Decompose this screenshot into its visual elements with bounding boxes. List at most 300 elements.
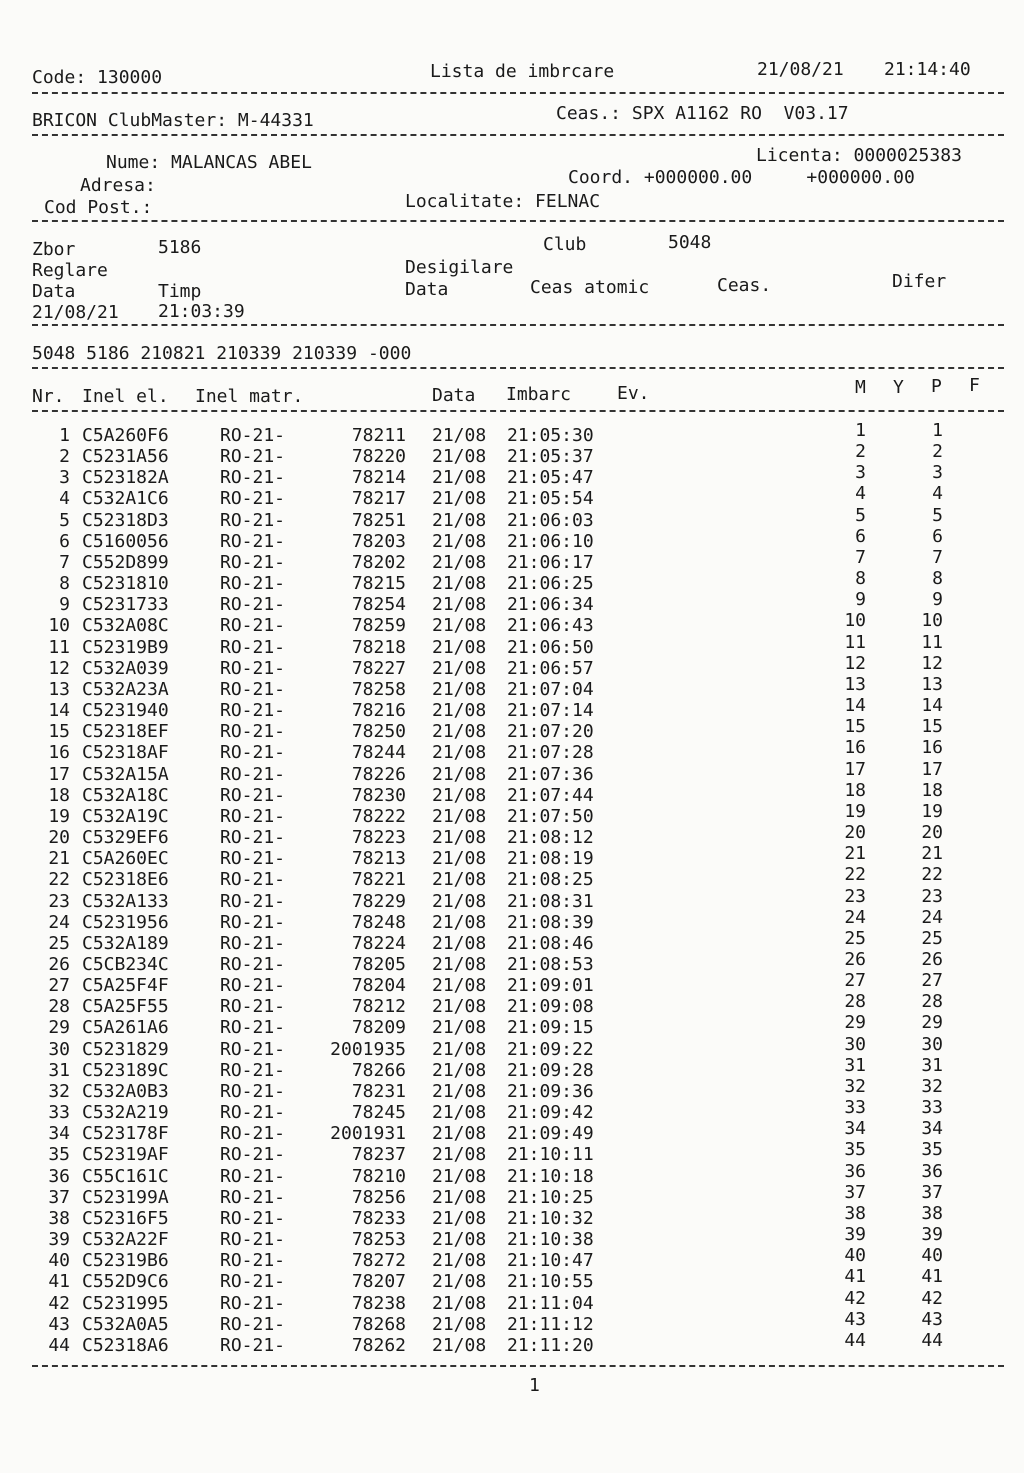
row-number: 25 (48, 932, 70, 954)
ring-prefix: RO-21- (220, 1123, 286, 1145)
row-date: 21/08 (432, 1059, 487, 1081)
locality: Localitate: FELNAC (405, 191, 601, 212)
electronic-ring: C532A08C (82, 615, 169, 637)
electronic-ring: C5A260F6 (82, 425, 169, 446)
row-time: 21:08:53 (507, 954, 594, 975)
club-number: 5048 (668, 232, 712, 253)
row-time: 21:09:01 (507, 975, 594, 997)
table-row (0, 1308, 1024, 1336)
electronic-ring: C523189C (82, 1059, 169, 1081)
electronic-ring: C55C161C (82, 1165, 169, 1187)
ring-number: 78217 (351, 488, 406, 510)
row-date: 21/08 (432, 1271, 487, 1293)
ring-prefix: RO-21- (220, 827, 286, 849)
ring-prefix: RO-21- (220, 573, 286, 595)
col-p-value: 35 (921, 1139, 943, 1161)
ring-number: 78221 (351, 869, 406, 891)
col-p-value: 9 (932, 589, 943, 611)
row-time: 21:11:20 (507, 1334, 594, 1356)
electronic-ring: C52319B9 (82, 636, 169, 658)
electronic-ring: C5160056 (82, 530, 169, 552)
owner-name: Nume: MALANCAS ABEL (106, 152, 312, 173)
row-number: 31 (48, 1059, 70, 1081)
row-date: 21/08 (432, 1250, 487, 1272)
col-m-value: 20 (844, 822, 866, 844)
ring-number: 78210 (351, 1165, 406, 1187)
ring-prefix: RO-21- (220, 890, 286, 912)
electronic-ring: C52318AF (82, 742, 169, 764)
electronic-ring: C52318D3 (82, 509, 169, 531)
row-time: 21:08:12 (507, 827, 594, 849)
col-p-value: 44 (921, 1329, 943, 1351)
row-date: 21/08 (432, 467, 487, 489)
electronic-ring: C532A189 (82, 932, 169, 954)
ring-number: 78268 (351, 1313, 406, 1335)
table-row (0, 737, 1024, 764)
row-time: 21:08:25 (507, 869, 594, 891)
electronic-ring: C52316F5 (82, 1207, 169, 1229)
col-m-value: 25 (844, 927, 866, 949)
row-number: 20 (48, 827, 70, 849)
table-row (0, 822, 1024, 849)
col-p-value: 2 (932, 441, 943, 463)
row-time: 21:08:39 (507, 911, 594, 933)
col-m-value: 24 (844, 906, 866, 928)
row-date: 21/08 (432, 1080, 487, 1102)
ring-prefix: RO-21- (220, 869, 286, 891)
col-p-value: 4 (932, 483, 943, 505)
electronic-ring: C523182A (82, 467, 169, 489)
col-p-value: 24 (921, 906, 943, 928)
ring-prefix: RO-21- (220, 1271, 286, 1293)
row-date: 21/08 (432, 615, 487, 637)
ring-number: 78204 (351, 975, 406, 997)
col-p-value: 40 (921, 1245, 943, 1267)
row-time: 21:09:36 (507, 1080, 594, 1102)
row-number: 24 (48, 911, 70, 933)
col-p-value: 30 (921, 1033, 943, 1055)
ring-number: 78254 (351, 594, 406, 616)
col-header-ring-matr: Inel matr. (195, 386, 304, 407)
row-time: 21:10:11 (507, 1144, 594, 1166)
row-time: 21:08:46 (507, 932, 594, 954)
table-row (0, 504, 1024, 532)
row-number: 37 (48, 1186, 70, 1208)
col-p-value: 12 (921, 652, 943, 674)
table-row (0, 420, 1024, 447)
row-number: 29 (48, 1017, 70, 1039)
row-time: 21:07:28 (507, 742, 594, 764)
ring-number: 78202 (351, 551, 406, 573)
col-m-value: 6 (855, 525, 866, 547)
electronic-ring: C532A15A (82, 763, 169, 785)
address-label: Adresa: (80, 175, 156, 196)
table-row (0, 695, 1024, 722)
col-p-value: 22 (921, 864, 943, 886)
col-m-value: 17 (844, 758, 866, 780)
col-p-value: 43 (921, 1308, 943, 1330)
table-row (0, 927, 1024, 955)
table-row (0, 1097, 1024, 1124)
col-p-value: 7 (932, 546, 943, 568)
table-row (0, 1160, 1024, 1188)
col-p-value: 6 (932, 525, 943, 547)
ring-number: 78215 (351, 573, 406, 595)
col-header-m: M (855, 377, 866, 398)
ring-number: 78233 (351, 1207, 406, 1229)
col-m-value: 30 (844, 1033, 866, 1055)
col-m-value: 12 (844, 652, 866, 674)
col-m-value: 4 (855, 483, 866, 505)
row-number: 6 (59, 530, 70, 552)
ring-prefix: RO-21- (220, 530, 286, 552)
ring-number: 78212 (351, 996, 406, 1018)
row-number: 33 (48, 1102, 70, 1124)
table-row (0, 525, 1024, 553)
col-p-value: 33 (921, 1097, 943, 1119)
table-row (0, 673, 1024, 701)
row-time: 21:07:14 (507, 700, 594, 722)
ring-number: 78251 (351, 509, 406, 531)
electronic-ring: C532A22F (82, 1229, 169, 1251)
electronic-ring: C5A261A6 (82, 1017, 169, 1039)
ring-prefix: RO-21- (220, 1038, 286, 1060)
col-header-ev: Ev. (617, 383, 650, 404)
time-label: Timp (158, 281, 202, 302)
electronic-ring: C532A133 (82, 890, 169, 912)
electronic-ring: C5231940 (82, 700, 169, 722)
electronic-ring: C5A25F55 (82, 996, 169, 1018)
unseal-date-label: Data (405, 279, 449, 300)
set-time-value: 21:03:39 (158, 301, 245, 322)
row-date: 21/08 (432, 996, 487, 1018)
electronic-ring: C52318E6 (82, 869, 169, 891)
row-number: 8 (59, 573, 70, 595)
table-row (0, 1075, 1024, 1103)
row-number: 19 (48, 805, 70, 827)
table-row (0, 800, 1024, 828)
row-time: 21:09:15 (507, 1017, 594, 1039)
ring-number: 78248 (351, 911, 406, 933)
ring-prefix: RO-21- (220, 1334, 286, 1356)
col-m-value: 40 (844, 1245, 866, 1267)
code-label: Code: 130000 (32, 67, 163, 88)
ring-number: 78216 (351, 700, 406, 722)
separator-line (32, 367, 1004, 369)
row-number: 9 (59, 594, 70, 616)
col-m-value: 11 (844, 631, 866, 653)
row-time: 21:06:25 (507, 573, 594, 595)
table-row (0, 1118, 1024, 1145)
ring-prefix: RO-21- (220, 1250, 286, 1272)
table-row (0, 906, 1024, 934)
row-number: 2 (59, 446, 70, 468)
electronic-ring: C532A19C (82, 805, 169, 827)
table-row (0, 589, 1024, 616)
col-p-value: 19 (921, 800, 943, 822)
ring-prefix: RO-21- (220, 1144, 286, 1166)
ring-prefix: RO-21- (220, 805, 286, 827)
col-m-value: 16 (844, 737, 866, 759)
reglare-label: Reglare (32, 260, 108, 281)
row-number: 17 (48, 763, 70, 785)
col-p-value: 23 (921, 885, 943, 907)
col-p-value: 13 (921, 673, 943, 695)
col-m-value: 38 (844, 1202, 866, 1224)
row-number: 27 (48, 975, 70, 997)
col-header-f: F (969, 375, 980, 396)
club-master-label: BRICON ClubMaster: M-44331 (32, 110, 314, 131)
table-row (0, 652, 1024, 680)
table-row (0, 1266, 1024, 1293)
ring-prefix: RO-21- (220, 784, 286, 806)
row-date: 21/08 (432, 869, 487, 891)
ring-number: 78237 (351, 1144, 406, 1166)
flight-number: 5186 (158, 237, 202, 258)
col-m-value: 14 (844, 695, 866, 717)
col-m-value: 34 (844, 1118, 866, 1140)
row-number: 16 (48, 742, 70, 764)
row-date: 21/08 (432, 784, 487, 806)
col-p-value: 18 (921, 779, 943, 801)
ring-number: 78229 (351, 890, 406, 912)
ring-prefix: RO-21- (220, 1313, 286, 1335)
ring-prefix: RO-21- (220, 446, 286, 468)
col-p-value: 3 (932, 462, 943, 484)
row-date: 21/08 (432, 954, 487, 975)
row-time: 21:10:38 (507, 1229, 594, 1251)
row-number: 43 (48, 1313, 70, 1335)
row-time: 21:09:42 (507, 1102, 594, 1124)
col-m-value: 43 (844, 1308, 866, 1330)
row-time: 21:06:43 (507, 615, 594, 637)
row-date: 21/08 (432, 1186, 487, 1208)
ring-prefix: RO-21- (220, 1292, 286, 1314)
row-time: 21:06:10 (507, 530, 594, 552)
row-date: 21/08 (432, 827, 487, 849)
table-row (0, 885, 1024, 913)
electronic-ring: C5CB234C (82, 954, 169, 975)
col-p-value: 41 (921, 1266, 943, 1288)
row-date: 21/08 (432, 573, 487, 595)
ring-prefix: RO-21- (220, 1102, 286, 1124)
separator-line (32, 410, 1004, 412)
ring-prefix: RO-21- (220, 1207, 286, 1229)
table-row (0, 949, 1024, 976)
electronic-ring: C5A25F4F (82, 975, 169, 997)
row-date: 21/08 (432, 1313, 487, 1335)
ring-prefix: RO-21- (220, 700, 286, 722)
row-date: 21/08 (432, 700, 487, 722)
col-header-y: Y (893, 377, 904, 398)
row-time: 21:11:04 (507, 1292, 594, 1314)
ring-prefix: RO-21- (220, 678, 286, 700)
ring-prefix: RO-21- (220, 911, 286, 933)
table-row (0, 970, 1024, 997)
separator-line (32, 1365, 1004, 1367)
ring-prefix: RO-21- (220, 1017, 286, 1039)
electronic-ring: C52319AF (82, 1144, 169, 1166)
ring-number: 78223 (351, 827, 406, 849)
row-date: 21/08 (432, 1229, 487, 1251)
ring-prefix: RO-21- (220, 636, 286, 658)
electronic-ring: C532A1C6 (82, 488, 169, 510)
clock-label: Ceas. (717, 275, 772, 296)
col-p-value: 1 (932, 420, 943, 441)
row-number: 28 (48, 996, 70, 1018)
row-number: 14 (48, 700, 70, 722)
ring-prefix: RO-21- (220, 657, 286, 679)
ring-number: 78205 (351, 954, 406, 975)
ring-prefix: RO-21- (220, 848, 286, 870)
date-label: Data (32, 281, 76, 302)
col-p-value: 42 (921, 1287, 943, 1309)
col-m-value: 42 (844, 1287, 866, 1309)
ring-prefix: RO-21- (220, 975, 286, 997)
row-number: 30 (48, 1038, 70, 1060)
row-date: 21/08 (432, 1123, 487, 1145)
row-time: 21:09:22 (507, 1038, 594, 1060)
coordinates: Coord. +000000.00 +000000.00 (568, 167, 915, 188)
ring-prefix: RO-21- (220, 467, 286, 489)
row-number: 35 (48, 1144, 70, 1166)
ring-number: 78250 (351, 721, 406, 743)
postal-code-label: Cod Post.: (44, 197, 153, 218)
row-time: 21:08:31 (507, 890, 594, 912)
electronic-ring: C532A219 (82, 1102, 169, 1124)
col-p-value: 21 (921, 843, 943, 865)
col-p-value: 10 (921, 610, 943, 632)
col-header-date: Data (432, 385, 476, 406)
row-number: 3 (59, 467, 70, 489)
flight-label: Zbor (32, 239, 76, 260)
col-p-value: 37 (921, 1181, 943, 1203)
atomic-clock-label: Ceas atomic (530, 277, 650, 298)
table-row (0, 546, 1024, 574)
electronic-ring: C552D9C6 (82, 1271, 169, 1293)
col-m-value: 35 (844, 1139, 866, 1161)
row-number: 5 (59, 509, 70, 531)
row-number: 18 (48, 784, 70, 806)
ring-prefix: RO-21- (220, 763, 286, 785)
row-time: 21:07:20 (507, 721, 594, 743)
ring-number: 78258 (351, 678, 406, 700)
row-time: 21:06:50 (507, 636, 594, 658)
desigilare-label: Desigilare (405, 257, 514, 278)
ring-number: 78209 (351, 1017, 406, 1039)
ring-number: 78227 (351, 657, 406, 679)
row-date: 21/08 (432, 1292, 487, 1314)
table-row (0, 1012, 1024, 1039)
table-row (0, 991, 1024, 1018)
col-m-value: 2 (855, 441, 866, 463)
row-date: 21/08 (432, 594, 487, 616)
col-m-value: 23 (844, 885, 866, 907)
col-header-nr: Nr. (32, 386, 65, 407)
col-m-value: 21 (844, 843, 866, 865)
col-m-value: 13 (844, 673, 866, 695)
separator-line (32, 92, 1004, 94)
row-number: 21 (48, 848, 70, 870)
row-date: 21/08 (432, 805, 487, 827)
row-date: 21/08 (432, 488, 487, 510)
electronic-ring: C532A039 (82, 657, 169, 679)
row-date: 21/08 (432, 1334, 487, 1356)
electronic-ring: C532A23A (82, 678, 169, 700)
ring-number: 78211 (351, 425, 406, 446)
row-number: 34 (48, 1123, 70, 1145)
row-time: 21:07:36 (507, 763, 594, 785)
row-date: 21/08 (432, 446, 487, 468)
ring-number: 78272 (351, 1250, 406, 1272)
row-time: 21:06:34 (507, 594, 594, 616)
row-time: 21:07:50 (507, 805, 594, 827)
row-time: 21:11:12 (507, 1313, 594, 1335)
table-row (0, 1245, 1024, 1272)
col-m-value: 18 (844, 779, 866, 801)
electronic-ring: C5231995 (82, 1292, 169, 1314)
col-m-value: 9 (855, 589, 866, 611)
row-number: 32 (48, 1080, 70, 1102)
row-time: 21:05:37 (507, 446, 594, 468)
ring-number: 78262 (351, 1334, 406, 1356)
row-date: 21/08 (432, 1102, 487, 1124)
table-row (0, 864, 1024, 891)
table-row (0, 610, 1024, 637)
table-row (0, 716, 1024, 743)
electronic-ring: C5231810 (82, 573, 169, 595)
table-row (0, 462, 1024, 489)
col-m-value: 5 (855, 504, 866, 526)
separator-line (32, 324, 1004, 326)
separator-line (32, 134, 1004, 136)
row-number: 40 (48, 1250, 70, 1272)
row-number: 4 (59, 488, 70, 510)
page-number: 1 (529, 1375, 540, 1396)
row-number: 44 (48, 1334, 70, 1356)
col-m-value: 19 (844, 800, 866, 822)
row-date: 21/08 (432, 911, 487, 933)
ring-number: 78259 (351, 615, 406, 637)
col-m-value: 37 (844, 1181, 866, 1203)
col-m-value: 7 (855, 546, 866, 568)
row-number: 36 (48, 1165, 70, 1187)
col-m-value: 44 (844, 1329, 866, 1351)
ring-number: 78244 (351, 742, 406, 764)
row-date: 21/08 (432, 657, 487, 679)
col-header-ring: Inel el. (82, 386, 169, 407)
row-time: 21:05:30 (507, 425, 594, 446)
col-m-value: 1 (855, 420, 866, 441)
club-label: Club (543, 234, 587, 255)
row-number: 22 (48, 869, 70, 891)
electronic-ring: C5A260EC (82, 848, 169, 870)
difference-label: Difer (892, 271, 947, 292)
row-number: 13 (48, 678, 70, 700)
ring-prefix: RO-21- (220, 594, 286, 616)
ring-number: 78253 (351, 1229, 406, 1251)
table-row (0, 441, 1024, 468)
row-number: 1 (59, 425, 70, 446)
col-m-value: 36 (844, 1160, 866, 1182)
table-row (0, 568, 1024, 595)
row-number: 10 (48, 615, 70, 637)
col-header-imbarc: Imbarc (506, 384, 572, 405)
ring-prefix: RO-21- (220, 551, 286, 573)
col-p-value: 11 (921, 631, 943, 653)
row-number: 7 (59, 551, 70, 573)
row-date: 21/08 (432, 1144, 487, 1166)
